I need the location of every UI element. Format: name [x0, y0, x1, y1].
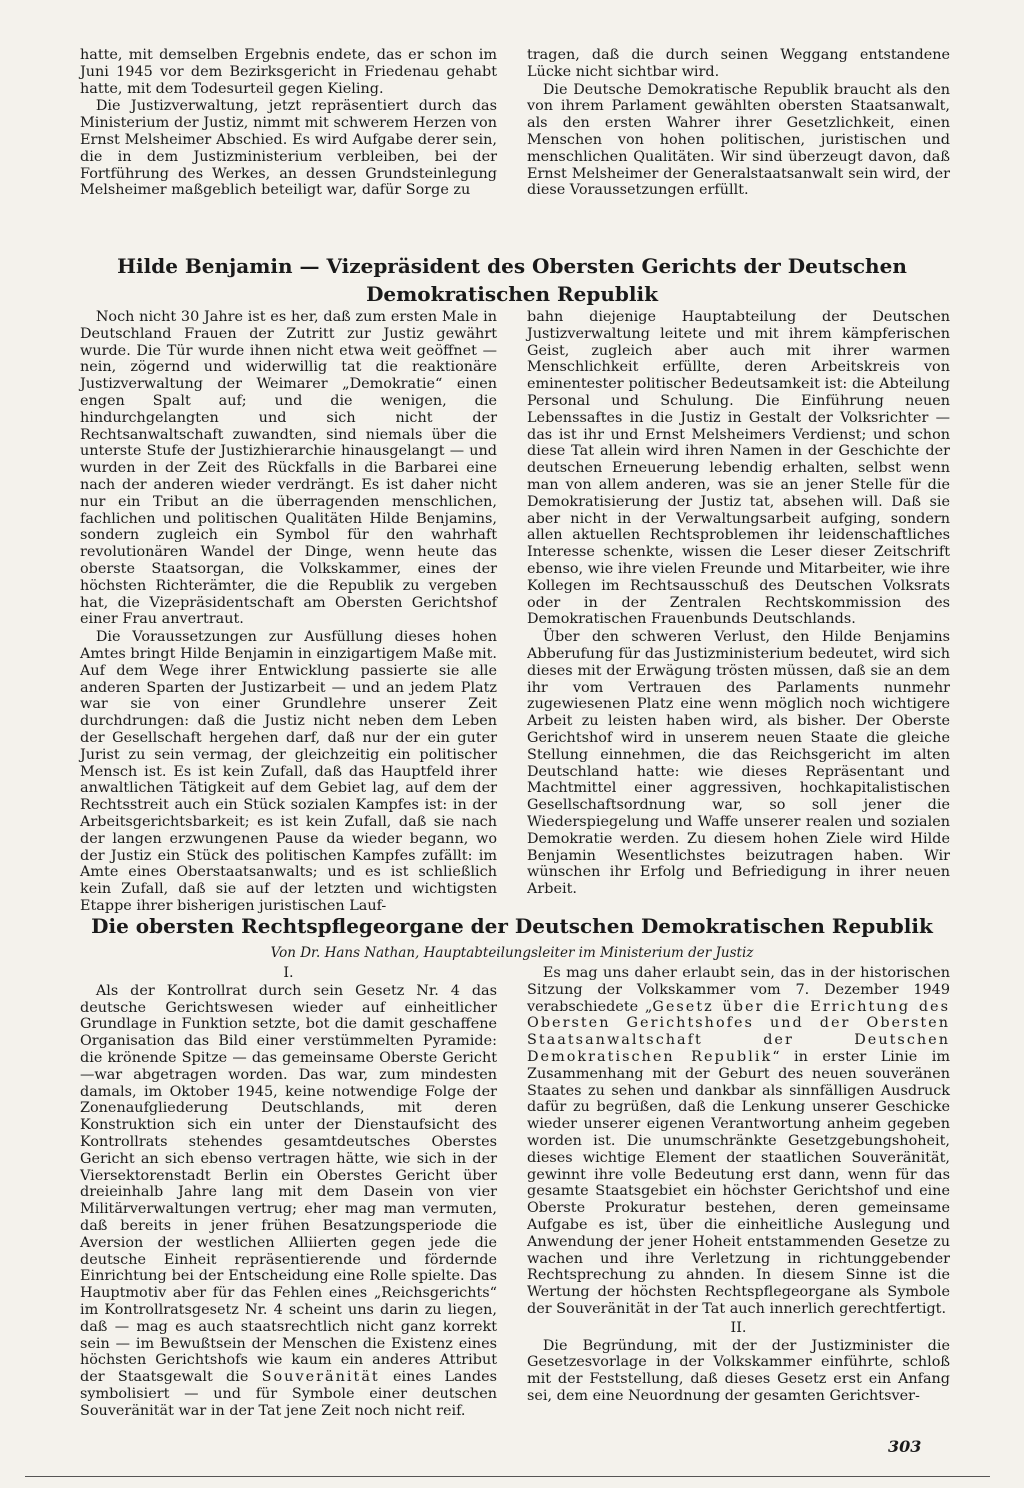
paragraph: Die Voraussetzungen zur Ausfüllung dieses hohen Amtes bringt Hilde Benjamin in einzigartigem Maße mit. Auf dem Wege ihrer Entwicklung passierte sie alle anderen Sparten der Justizarbeit — und an jedem Platz war sie von einer Grundlehre unserer Zeit durchdrungen: daß die Justiz nicht neben dem Leben der Gesellschaft hergehen darf, daß nur der ein guter Jurist zu sein vermag, der gleichzeitig ein politischer Mensch ist. Es ist kein Zufall, daß das Hauptfeld ihrer anwaltlichen Tätigkeit auf dem Gebiet lag, auf dem der Rechtsstreit auch ein Stück sozialen Kampfes ist: in der Arbeitsgerichtsbarkeit; es ist kein Zufall, daß sie nach der langen erzwungenen Pause da wieder begann, wo der Justiz ein Stück des politischen Kampfes zufällt: im Amte eines Oberstaatsanwalts; und es ist schließlich kein Zufall, daß sie auf der letzten und wichtigsten Etappe ihrer bisherigen juristischen Lauf-	[80, 629, 497, 914]
page-number: 303	[888, 1437, 922, 1456]
section-heading: II.	[730, 1319, 747, 1336]
text-run: eines Landes symbolisiert — und für Symbole einer deutschen Souveränität war in der Tat jene Zeit noch nicht reif.	[80, 1369, 497, 1419]
top-left-column	[80, 47, 497, 199]
paragraph: Die Begründung, mit der der Justizminister die Gesetzesvorlage in der Volkskammer einführte, schloß mit der Feststellung, daß dieses Gesetz erst ein Anfang sei, dem eine Neuordnung der gesamten Gerichtsver-	[527, 1337, 950, 1404]
paragraph	[527, 965, 950, 1318]
paragraph: Die Deutsche Demokratische Republik braucht als den von ihrem Parlament gewählten obersten Staatsanwalt, als den ersten Wahrer ihrer Gesetzlichkeit, einen Menschen von hohen politischen, juristischen und menschlichen Qualitäten. Wir sind überzeugt davon, daß Ernst Melsheimer der Generalstaatsanwalt sein wird, der diese Voraussetzungen erfüllt.	[527, 81, 950, 199]
benjamin-left-column	[80, 309, 497, 915]
text-run: “ in erster Linie im Zusammenhang mit der Geburt des neuen souveränen Staates zu sehen und dankbar als sinnfälligen Ausdruck dafür zu begrüßen, daß die Lenkung unserer Geschicke wieder unserer eigenen Verantwortung anheim gegeben worden ist. Die unumschränkte Gesetzgebungshoheit, dieses wichtige Element der staatlichen Souveränität, gewinnt ihre volle Bedeutung erst dann, wenn für das gesamte Staatsgebiet ein höchster Gerichtshof und eine Oberste Prokuratur bestehen, deren gemeinsame Aufgabe es ist, über die einheitliche Auslegung und Anwendung der jener Hoheit entstammenden Gesetze zu wachen und ihre Verletzung in richtunggebender Rechtsprechung zu ahnden. In diesem Sinne ist die Wertung der höchsten Rechtspflegeorgane als Symbole der Souveränität in der Tat auch innerlich gerechtfertigt.	[527, 1048, 950, 1317]
spaced-text: Souveränität	[261, 1369, 380, 1386]
paragraph: hatte, mit demselben Ergebnis endete, das er schon im Juni 1945 vor dem Bezirksgericht in Friedenau gehabt hatte, mit dem Todesurteil gegen Kieling.	[80, 47, 497, 97]
benjamin-right-column	[527, 309, 950, 898]
paragraph: Über den schweren Verlust, den Hilde Benjamins Abberufung für das Justizministerium bedeutet, wird sich dieses mit der Erwägung trösten müssen, daß sie an dem ihr vom Vertrauen des Parlaments nunmehr zugewiesenen Platz eine wenn möglich noch wichtigere Arbeit zu leisten haben wird, als bisher. Der Oberste Gerichtshof wird in unserem neuen Staate die gleiche Stellung einnehmen, die das Reichsgericht im alten Deutschland hatte: wie dieses Repräsentant und Machtmittel einer aggressiven, hochkapitalistischen Gesellschaftsordnung war, so soll jener die Wiederspiegelung und Waffe unserer realen und sozialen Demokratie werden. Zu diesem hohen Ziele wird Hilde Benjamin Wesentlichstes beizutragen haben. Wir wünschen ihr Erfolg und Befriedigung in ihrer neuen Arbeit.	[527, 629, 950, 898]
article-title-nathan: Die obersten Rechtspflegeorgane der Deutschen Demokratischen Republik	[91, 914, 933, 938]
article-byline: Von Dr. Hans Nathan, Hauptabteilungsleiter im Ministerium der Justiz	[270, 945, 754, 961]
article-title-benjamin: Hilde Benjamin — Vizepräsident des Obersten Gerichts der Deutschen Demokratischen Republik	[117, 254, 907, 306]
paragraph: bahn diejenige Hauptabteilung der Deutschen Justizverwaltung leitete und mit ihrem kämpferischen Geist, zugleich aber auch mit ihrer warmen Menschlichkeit erfüllte, deren Arbeitskreis von eminentester politischer Bedeutsamkeit ist: die Abteilung Personal und Schulung. Die Einführung neuen Lebenssaftes in die Justiz in Gestalt der Volksrichter — das ist ihr und Ernst Melsheimers Verdienst; und schon diese Tat allein wird ihren Namen in der Geschichte der deutschen Erneuerung lebendig erhalten, selbst wenn man von allem anderen, was sie an jener Stelle für die Demokratisierung der Justiz tat, absehen will. Daß sie aber nicht in der Verwaltungsarbeit aufging, sondern allen aktuellen Rechtsproblemen ihr leidenschaftliches Interesse schenkte, wissen die Leser dieser Zeitschrift ebenso, wie ihre vielen Freunde und Mitarbeiter, wie ihre Kollegen im Rechtsausschuß des Deutschen Volksrats oder in der Zentralen Rechtskommission des Demokratischen Frauenbunds Deutschlands.	[527, 309, 950, 628]
paragraph: Noch nicht 30 Jahre ist es her, daß zum ersten Male in Deutschland Frauen der Zutritt zur Justiz gewährt wurde. Die Tür wurde ihnen nicht etwa weit geöffnet — nein, zögernd und widerwillig tat die reaktionäre Justizverwaltung der Weimarer „Demokratie“ einen engen Spalt auf; und die wenigen, die hindurchgelangten und sich nicht der Rechtsanwaltschaft zuwandten, sind niemals über die unterste Stufe der Justizhierarchie hinausgelangt — und wurden in der Zeit des Rückfalls in die Barbarei eine nach der anderen wieder verdrängt. Es ist daher nicht nur ein Tribut an die überragenden menschlichen, fachlichen und politischen Qualitäten Hilde Benjamins, sondern zugleich ein Symbol für den wahrhaft revolutionären Wandel der Dinge, wenn heute das oberste Staatsorgan, die Volkskammer, eines der höchsten Richterämter, die die Republik zu vergeben hat, die Vizepräsidentschaft am Obersten Gerichtshof einer Frau anvertraut.	[80, 309, 497, 628]
text-run: Als der Kontrollrat durch sein Gesetz Nr. 4 das deutsche Gerichtswesen wieder auf einheitlicher Grundlage in Funktion setzte, bot die damit geschaffene Organisation das Bild einer verstümmelten Pyramide: die krönende Spitze — das gemeinsame Oberste Gericht—war abgetragen worden. Das war, zum mindesten damals, im Oktober 1945, keine notwendige Folge der Zonenaufgliederung Deutschlands, mit deren Konstruktion sich ein unter der Dienstaufsicht des Kontrollrats stehendes gesamtdeutsches Oberstes Gericht an sich ebenso vertragen hätte, wie sich in der Viersektorenstadt Berlin ein Oberstes Gericht über dreieinhalb Jahre lang mit dem Dasein von vier Militärverwaltungen vertrug; eher mag man vermuten, daß bereits in jener frühen Besatzungsperiode die Aversion der westlichen Alliierten gegen jede die deutsche Einheit repräsentierende und fördernde Einrichtung bei der Entscheidung eine Rolle spielte. Das Hauptmotiv aber für das Fehlen eines „Reichsgerichts“ im Kontrollratsgesetz Nr. 4 scheint uns darin zu liegen, daß — mag es auch staatsrechtlich nicht ganz korrekt sein — im Bewußtsein der Menschen die Existenz eines höchsten Gerichtshofs wie kaum ein anderes Attribut der Staatsgewalt die	[80, 982, 497, 1386]
paragraph: Die Justizverwaltung, jetzt repräsentiert durch das Ministerium der Justiz, nimmt mit schwerem Herzen von Ernst Melsheimer Abschied. Es wird Aufgabe derer sein, die in dem Justizministerium verbleiben, bei der Fortführung des Werkes, an dessen Grundsteinlegung Melsheimer maßgeblich beteiligt war, dafür Sorge zu	[80, 98, 497, 199]
section-heading: I.	[283, 965, 294, 981]
bottom-rule	[25, 1476, 990, 1477]
nathan-right-column	[527, 965, 950, 1405]
top-right-column	[527, 47, 950, 199]
paragraph: tragen, daß die durch seinen Weggang entstandene Lücke nicht sichtbar wird.	[527, 47, 950, 80]
paragraph	[80, 983, 497, 1420]
nathan-left-column	[80, 965, 497, 1420]
text-run: Es mag uns daher erlaubt sein, das in der historischen Sitzung der Volkskammer vom 7. Dezember 1949 verabschiedete „	[527, 965, 950, 1015]
spaced-text: Gesetz über die Errichtung des Obersten Gerichtshofes und der Obersten Staatsanwaltschaft der Deutschen Demokratischen Republik	[527, 998, 950, 1065]
